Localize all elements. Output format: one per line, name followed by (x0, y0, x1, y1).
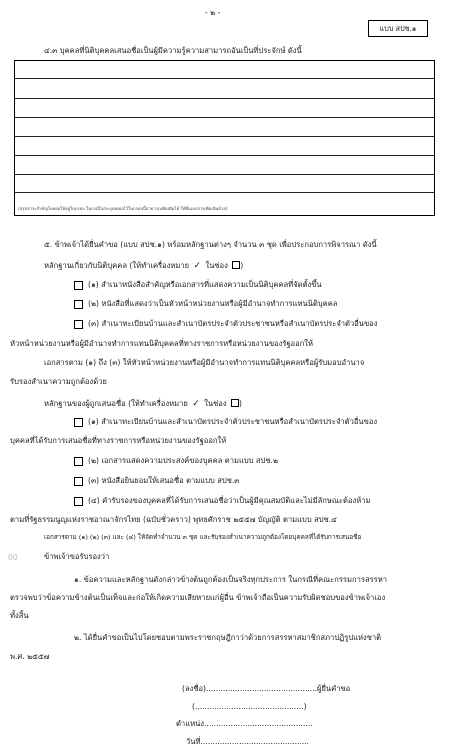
nominee-docs-note-line2: ข้าพเจ้าขอรับรองว่า (44, 552, 110, 561)
sample-checkbox-icon (231, 399, 239, 407)
position-line[interactable]: ตำแหน่ง............................................. (176, 719, 313, 728)
checkbox-juristic-2[interactable] (74, 300, 83, 309)
form-code-box (368, 20, 428, 37)
form-code: แบบ สปช.๑ (379, 24, 417, 33)
nominee-item-3: (๓) หนังสือยินยอมให้เสนอชื่อ ตามแบบ สปช.๓ (88, 476, 240, 485)
check-mark-icon: ✓ (193, 261, 202, 271)
certification-1-line1: ๑. ข้อความและหลักฐานดังกล่าวข้างต้นถูกต้องเป็นจริงทุกประการ ในกรณีที่คณะกรรมการสรรหา (74, 575, 388, 584)
certification-1-line2: ตรวจพบว่าข้อความข้างต้นเป็นเท็จและก่อให้เกิดความเสียหายแก่ผู้อื่น ข้าพเจ้าถือเป็นความรับผิดชอบของข้าพเจ้าเอง (10, 593, 386, 602)
writing-line (15, 174, 434, 175)
nominee-item-4-line2: ตามที่รัฐธรรมนูญแห่งราชอาณาจักรไทย (ฉบับชั่วคราว) พุทธศักราช ๒๕๕๗ บัญญัติ ตามแบบ สปช.๔ (10, 515, 337, 524)
juristic-evidence-header: หลักฐานเกี่ยวกับนิติบุคคล (ให้ทำเครื่องหมาย ✓ ในช่อง ) (44, 261, 244, 271)
box-footnote: (สรุปสาระสำคัญโดยย่อให้อยู่ในกรอบ ในกรณีไม่ระบุเหตุผลไว้ในกรอบนี้สามารถเพิ่มเติมได้ ให้ยื่นเอกสารเพิ่มเติมด้วย) (18, 206, 228, 211)
checkbox-nominee-4[interactable] (74, 497, 83, 506)
checkbox-juristic-3[interactable] (74, 320, 83, 329)
nominee-description-box[interactable] (14, 60, 435, 216)
page-number: - ๒ - (205, 8, 221, 17)
section-5-intro: ๕. ข้าพเจ้าได้ยื่นคำขอ (แบบ สปช.๑) พร้อมหลักฐานต่างๆ จำนวน ๓ ชุด เพื่อประกอบการพิจารณา ดังนี้ (44, 240, 377, 249)
juristic-item-3-line2: หัวหน้าหน่วยงานหรือผู้มีอำนาจทำการแทนนิติบุคคลที่ทางราชการหรือหน่วยงานของรัฐออกให้ (10, 339, 313, 348)
nominee-evidence-header: หลักฐานของผู้ถูกเสนอชื่อ (ให้ทำเครื่องหมาย ✓ ในช่อง ) (44, 399, 242, 409)
nominee-item-2: (๒) เอกสารแสดงความประสงค์ของบุคคล ตามแบบ สปช.๒ (88, 456, 278, 465)
checkbox-nominee-1[interactable] (74, 418, 83, 427)
nominee-item-1-line1: (๑) สำเนาทะเบียนบ้านและสำเนาบัตรประจำตัวประชาชนหรือสำเนาบัตรประจำตัวอื่นของ (88, 417, 378, 426)
checkbox-juristic-1[interactable] (74, 281, 83, 290)
writing-line (15, 192, 434, 193)
writing-line (15, 117, 434, 118)
signature-line[interactable]: (ลงชื่อ)..............................................ผู้ยื่นคำขอ (182, 684, 351, 693)
margin-mark: 00 (8, 553, 18, 562)
checkbox-nominee-3[interactable] (74, 477, 83, 486)
certification-2-line2: พ.ศ. ๒๕๕๗ (10, 652, 50, 661)
writing-line (15, 136, 434, 137)
juristic-docs-note-line2: รับรองสำเนาความถูกต้องด้วย (10, 377, 107, 386)
date-line[interactable]: วันที่............................................. (186, 737, 310, 746)
writing-line (15, 78, 434, 79)
check-mark-icon: ✓ (192, 399, 200, 409)
certification-2-line1: ๒. ได้ยื่นคำขอเป็นไปโดยชอบตามพระราชกฤษฎีกาว่าด้วยการสรรหาสมาชิกสภาปฏิรูปแห่งชาติ (74, 633, 382, 642)
writing-line (15, 155, 434, 156)
juristic-item-3-line1: (๓) สำเนาทะเบียนบ้านและสำเนาบัตรประจำตัวประชาชนหรือสำเนาบัตรประจำตัวอื่นของ (88, 319, 378, 328)
signer-name-line[interactable]: (.............................................) (192, 702, 307, 711)
nominee-item-4-line1: (๔) คำรับรองของบุคคลที่ได้รับการเสนอชื่อว่าเป็นผู้มีคุณสมบัติและไม่มีลักษณะต้องห้าม (88, 496, 371, 505)
juristic-item-1: (๑) สำเนาหนังสือสำคัญหรือเอกสารที่แสดงความเป็นนิติบุคคลที่จัดตั้งขึ้น (88, 280, 322, 289)
juristic-docs-note-line1: เอกสารตาม (๑) ถึง (๓) ให้หัวหน้าหน่วยงานหรือผู้มีอำนาจทำการแทนนิติบุคคลหรือผู้รับมอบอำนาจ (44, 358, 365, 367)
certification-1-line3: ทั้งสิ้น (10, 611, 29, 620)
checkbox-nominee-2[interactable] (74, 457, 83, 466)
section-4-3-title: ๔.๓ บุคคลที่นิติบุคคลเสนอชื่อเป็นผู้มีความรู้ความสามารถอันเป็นที่ประจักษ์ ดังนี้ (44, 46, 302, 55)
nominee-item-1-line2: บุคคลที่ได้รับการเสนอชื่อที่ทางราชการหรือหน่วยงานของรัฐออกให้ (10, 436, 227, 445)
juristic-item-2: (๒) หนังสือที่แสดงว่าเป็นหัวหน้าหน่วยงานหรือผู้มีอำนาจทำการแทนนิติบุคคล (88, 299, 338, 308)
nominee-docs-note-line1: เอกสารตาม (๑) (๒) (๓) และ (๔) ให้จัดทำจำนวน ๓ ชุด และรับรองสำเนาความถูกต้องโดยบุคคลที่ได้รับการเสนอชื่อ (44, 533, 362, 541)
writing-line (15, 98, 434, 99)
